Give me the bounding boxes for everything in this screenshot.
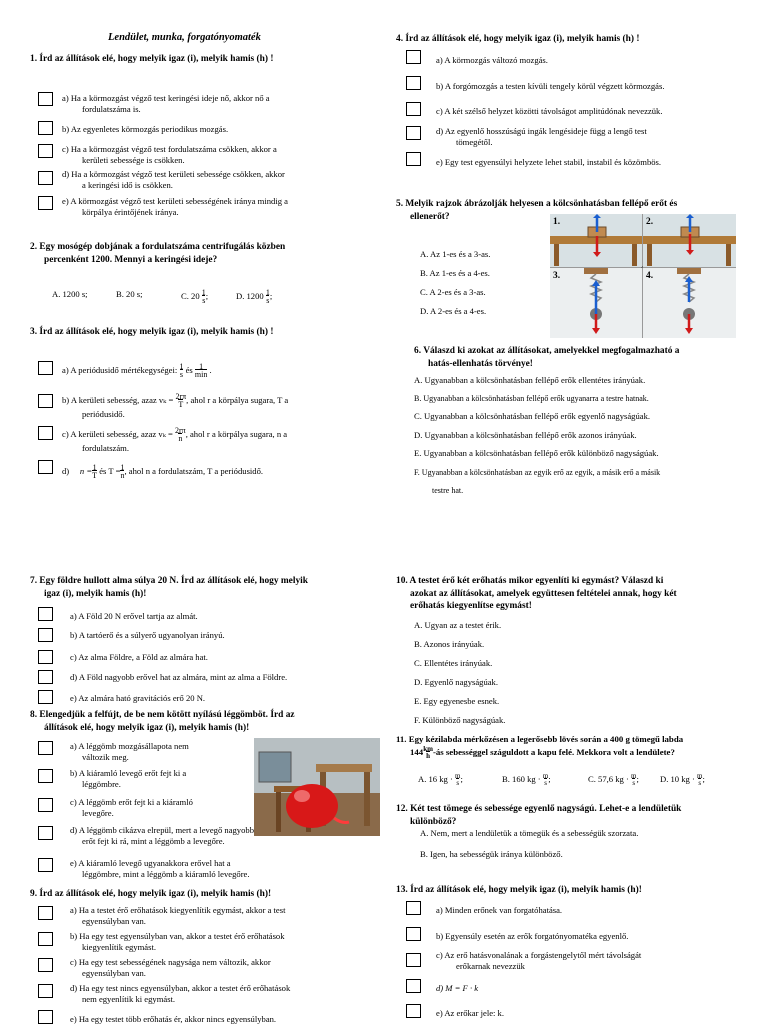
drawing-label-4: 4. (646, 271, 654, 281)
q11-answer-b: B. 160 kg · $\frac{m}{s}$; (502, 772, 551, 787)
answer-box[interactable] (406, 76, 421, 90)
answer-box[interactable] (406, 1004, 421, 1018)
q6-answer-c: C. Ugyanabban a kölcsönhatásban fellépő erők egyenlő nagyságúak. (414, 411, 651, 421)
q5-answer-d: D. A 2-es és a 4-es. (420, 306, 487, 316)
q9-item-c: c) Ha egy test sebességének nagysága nem változik, akkor egyensúlyban van. (70, 957, 271, 978)
q1-heading: 1. Írd az állítások elé, hogy melyik igaz (i), melyik hamis (h) ! (30, 54, 274, 64)
q5-answer-c: C. A 2-es és a 3-as. (420, 287, 486, 297)
answer-box[interactable] (38, 426, 53, 440)
q13-heading: 13. Írd az állítások elé, hogy melyik igaz (i), melyik hamis (h)! (396, 885, 642, 895)
q8-heading: 8. Elengedjük a felfújt, de be nem kötött nyílású léggömböt. Írd az állítások elé, hogy melyik igaz (i), melyik hamis (h)! (30, 710, 295, 733)
answer-box[interactable] (38, 769, 53, 783)
q3-item-b: b) A kerületi sebesség, azaz $v_k = \frac{2r\pi}{T}$, ahol r a körpálya sugara, T a periódusidő. (62, 392, 289, 419)
q10-answer-c: C. Ellentétes irányúak. (414, 658, 493, 668)
answer-box[interactable] (38, 984, 53, 998)
answer-box[interactable] (38, 690, 53, 704)
q8-item-c: c) A léggömb erőt fejt ki a kiáramló levegőre. (70, 797, 193, 818)
q6-answer-e: E. Ugyanabban a kölcsönhatásban fellépő erők különböző nagyságúak. (414, 448, 659, 458)
q10-answer-a: A. Ugyan az a testet érik. (414, 620, 502, 630)
q4-item-d: d) Az egyenlő hosszúságú ingák lengésideje függ a lengő test tömegétől. (436, 126, 647, 147)
answer-box[interactable] (38, 607, 53, 621)
drawing-label-2: 2. (646, 217, 654, 227)
answer-box[interactable] (38, 932, 53, 946)
q10-heading: 10. A testet érő két erőhatás mikor egyenlíti ki egymást? Válaszd ki azokat az állításokat, amelyek együttesen feltételei annak, hogy két erőhatás kiegyenlítse egymást! (396, 576, 677, 611)
balloon-illustration (254, 738, 380, 836)
answer-box[interactable] (38, 741, 53, 755)
q5-answer-b: B. Az 1-es és a 4-es. (420, 268, 490, 278)
answer-box[interactable] (38, 798, 53, 812)
q9-heading: 9. Írd az állítások elé, hogy melyik igaz (i), melyik hamis (h)! (30, 889, 272, 899)
q5-answer-a: A. Az 1-es és a 3-as. (420, 249, 491, 259)
q6-answer-a: A. Ugyanabban a kölcsönhatásban fellépő erők ellentétes irányúak. (414, 375, 646, 385)
q7-item-e: e) Az almára ható gravitációs erő 20 N. (70, 693, 206, 703)
force-drawings (550, 214, 736, 338)
answer-box[interactable] (38, 361, 53, 375)
q9-item-d: d) Ha egy test nincs egyensúlyban, akkor a testet érő erőhatások nem egyenlítik ki egymást. (70, 983, 291, 1004)
q2-answer-c: C. $20 \frac{1}{s}$; (181, 288, 209, 305)
answer-box[interactable] (38, 858, 53, 872)
q7-item-b: b) A tartóerő és a súlyerő ugyanolyan irányú. (70, 630, 225, 640)
q3-item-a: a) A periódusidő mértékegységei: $\frac{1}{s}$ és 1 min . (62, 362, 212, 379)
q11-answer-a: A. 16 kg · $\frac{m}{s}$; (418, 772, 463, 787)
answer-box[interactable] (38, 958, 53, 972)
q6-answer-d: D. Ugyanabban a kölcsönhatásban fellépő erők azonos irányúak. (414, 430, 637, 440)
answer-box[interactable] (38, 460, 53, 474)
q3-heading: 3. Írd az állítások elé, hogy melyik igaz (i), melyik hamis (h) ! (30, 327, 274, 337)
q12-answer-b: B. Igen, ha sebességük iránya különböző. (420, 849, 563, 859)
q1-item-d: d) Ha a körmozgást végző test kerületi sebessége csökken, akkor a keringési idő is csökken. (62, 169, 285, 190)
q11-heading: 11. Egy kézilabda mérkőzésen a legerősebb lövés során a 400 g tömegű labda $144\frac{km}{h}-ás$ sebességgel száguldott a kapu felé. Mekkora volt a lendülete? (396, 734, 684, 760)
q8-item-b: b) A kiáramló levegő erőt fejt ki a léggömbre. (70, 768, 187, 789)
q12-heading: 12. Két test tömege és sebessége egyenlő nagyságú. Lehet-e a lendületük különböző? (396, 804, 682, 827)
q10-answer-f: F. Különböző nagyságúak. (414, 715, 506, 725)
q13-item-a: a) Minden erőnek van forgatóhatása. (436, 905, 563, 915)
q7-item-d: d) A Föld nagyobb erővel hat az almára, mint az alma a Földre. (70, 672, 288, 682)
q2-heading: 2. Egy mosógép dobjának a fordulatszáma centrifugálás közben percenként 1200. Mennyi a keringési ideje? (30, 242, 286, 265)
q6-answer-f: F. Ugyanabban a kölcsönhatásban az egyik erő az egyik, a másik erő a másik testre hat. (414, 468, 661, 495)
q8-item-e: e) A kiáramló levegő ugyanakkora erővel hat a léggömbre, mint a léggömb a kiáramló levegőre. (70, 858, 250, 879)
q9-item-a: a) Ha a testet érő erőhatások kiegyenlítik egymást, akkor a test egyensúlyban van. (70, 905, 286, 926)
q13-item-d: d) M = F · k (436, 983, 479, 993)
answer-box[interactable] (38, 826, 53, 840)
q7-item-a: a) A Föld 20 N erővel tartja az almát. (70, 611, 198, 621)
q13-item-e: e) Az erőkar jele: k. (436, 1008, 504, 1018)
q4-item-e: e) Egy test egyensúlyi helyzete lehet stabil, instabil és közömbös. (436, 157, 662, 167)
q12-answer-a: A. Nem, mert a lendületük a tömegük és a sebességük szorzata. (420, 828, 639, 838)
q9-item-b: b) Ha egy test egyensúlyban van, akkor a testet érő erőhatások kiegyenlítik egymást. (70, 931, 285, 952)
q6-answer-b: B. Ugyanabban a kölcsönhatásban fellépő erők ugyanarra a testre hatnak. (414, 394, 649, 403)
answer-box[interactable] (38, 1010, 53, 1024)
q10-answer-b: B. Azonos irányúak. (414, 639, 485, 649)
q1-item-e: e) A körmozgást végző test kerületi sebességének iránya mindig a körpálya érintőjének iránya. (62, 196, 288, 217)
page-title: Lendület, munka, forgatónyomaték (108, 32, 261, 43)
q11-answer-c: C. 57,6 kg · $\frac{m}{s}$; (588, 772, 639, 787)
answer-box[interactable] (406, 126, 421, 140)
q2-answer-d: D. $1200 \frac{1}{s}$; (236, 288, 273, 305)
q9-item-e: e) Ha egy testet több erőhatás ér, akkor nincs egyensúlyban. (70, 1014, 277, 1024)
answer-box[interactable] (38, 628, 53, 642)
answer-box[interactable] (38, 394, 53, 408)
q4-heading: 4. Írd az állítások elé, hogy melyik igaz (i), melyik hamis (h) ! (396, 34, 640, 44)
answer-box[interactable] (38, 196, 53, 210)
q7-heading: 7. Egy földre hullott alma súlya 20 N. Írd az állítások elé, hogy melyik igaz (i), melyik hamis (h)! (30, 576, 308, 599)
answer-box[interactable] (38, 171, 53, 185)
q5-heading: 5. Melyik rajzok ábrázolják helyesen a kölcsönhatásban fellépő erőt és ellenerőt? (396, 199, 678, 222)
answer-box[interactable] (406, 979, 421, 993)
answer-box[interactable] (38, 670, 53, 684)
q13-item-c: c) Az erő hatásvonalának a forgástengelytől mért távolságát erőkarnak nevezzük (436, 950, 642, 971)
q7-item-c: c) Az alma Földre, a Föld az almára hat. (70, 652, 208, 662)
answer-box[interactable] (38, 92, 53, 106)
q8-item-a: a) A léggömb mozgásállapota nem változik meg. (70, 741, 189, 762)
q4-item-b: b) A forgómozgás a testen kívüli tengely körül végzett körmozgás. (436, 81, 665, 91)
q6-heading: 6. Válaszd ki azokat az állításokat, amelyekkel megfogalmazható a hatás-ellenhatás törvénye! (414, 346, 680, 369)
q10-answer-e: E. Egy egyenesbe esnek. (414, 696, 500, 706)
q1-item-c: c) Ha a körmozgást végző test fordulatszáma csökken, akkor a kerületi sebessége is csökken. (62, 144, 277, 165)
q13-item-b: b) Egyensúly esetén az erők forgatónyomatéka egyenlő. (436, 931, 629, 941)
answer-box[interactable] (406, 901, 421, 915)
q11-answer-d: D. 10 kg · $\frac{m}{s}$; (660, 772, 705, 787)
q2-answer-b: B. 20 s; (116, 289, 143, 299)
answer-box[interactable] (406, 927, 421, 941)
q2-answer-a: A. 1200 s; (52, 289, 88, 299)
q1-item-b: b) Az egyenletes körmozgás periodikus mozgás. (62, 124, 229, 134)
answer-box[interactable] (38, 121, 53, 135)
q3-item-c: c) A kerületi sebesség, azaz $v_k = \frac{2r\pi}{n}$, ahol r a körpálya sugara, n a fordulatszám. (62, 426, 288, 453)
q10-answer-d: D. Egyenlő nagyságúak. (414, 677, 499, 687)
answer-box[interactable] (406, 102, 421, 116)
q8-item-d: d) A léggömb cikázva elrepül, mert a levegő nagyobb erőt fejt ki rá, mint a léggömb a levegőre. (70, 825, 254, 846)
q1-item-a: a) Ha a körmozgást végző test keringési ideje nő, akkor nő a fordulatszáma is. (62, 93, 270, 114)
answer-box[interactable] (406, 953, 421, 967)
answer-box[interactable] (38, 906, 53, 920)
answer-box[interactable] (38, 144, 53, 158)
answer-box[interactable] (406, 152, 421, 166)
answer-box[interactable] (38, 650, 53, 664)
q3-item-d: d) $n =\frac{1}{T}$ és $T =\frac{1}{n}$, ahol n a fordulatszám, T a periódusidő. (62, 463, 264, 480)
q4-item-a: a) A körmozgás változó mozgás. (436, 55, 548, 65)
answer-box[interactable] (406, 50, 421, 64)
drawing-label-3: 3. (553, 271, 561, 281)
q4-item-c: c) A két szélső helyzet közötti távolságot amplitúdónak nevezzük. (436, 106, 663, 116)
drawing-label-1: 1. (553, 217, 561, 227)
